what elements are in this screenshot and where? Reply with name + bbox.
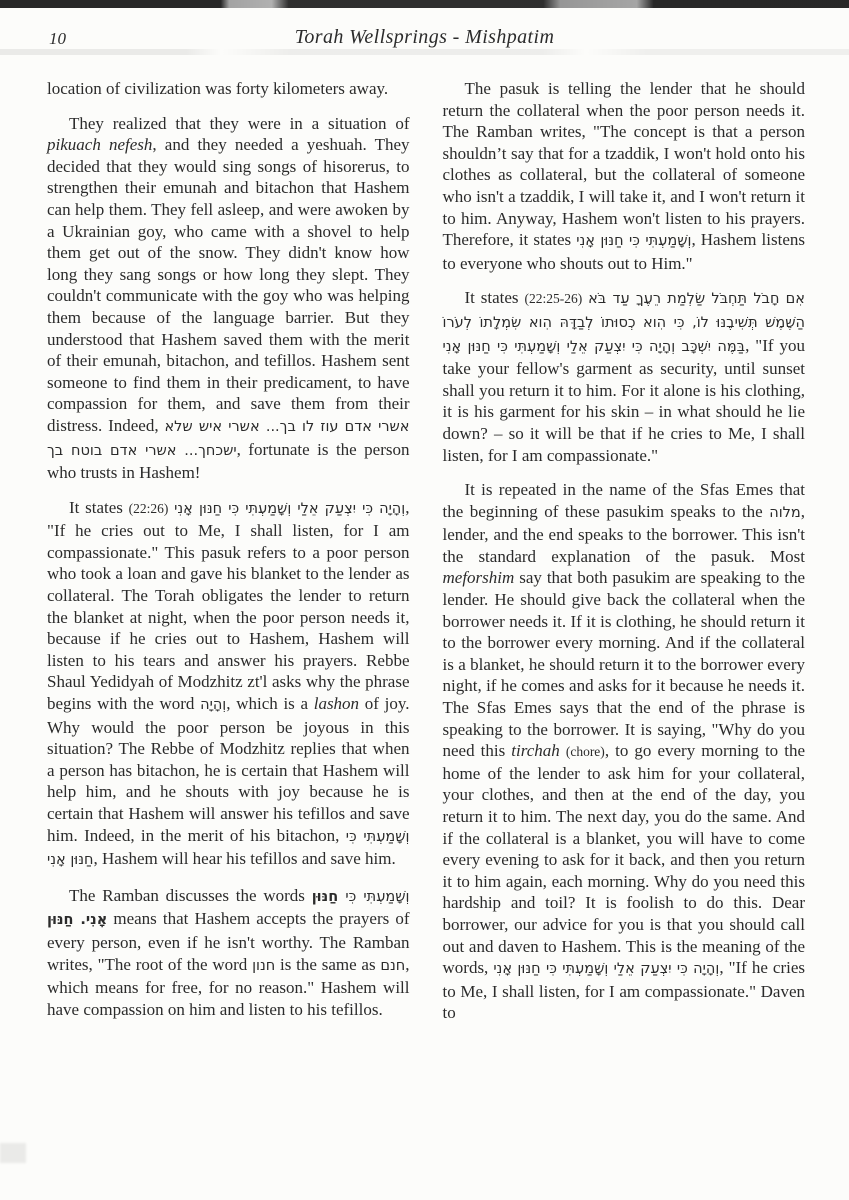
text-run-hebrew: וְהָיָה כִּי יִצְעַק אֵלַי וְשָׁמַעְתִּי כִּי חַנּוּן אָנִי bbox=[493, 961, 720, 978]
text-run: location of civilization was forty kilometers away. bbox=[47, 79, 389, 98]
text-run-hebrew: וְהָיָה bbox=[200, 697, 227, 714]
text-run: is the same as bbox=[275, 954, 381, 974]
document-title: Torah Wellsprings - Mishpatim bbox=[294, 26, 555, 48]
text-run-hebrew: וְשָׁמַעְתִּי כִּי bbox=[338, 888, 410, 905]
two-column-text-body bbox=[0, 70, 849, 1037]
text-run-hebrew-bold: חַנּוּן אָנִי. חַנּוּן bbox=[47, 888, 339, 929]
text-run: , to go every morning to the home of the lender to ask him for your collateral, your clothes, and then at the end of the day, you return it to him. The next day, you do the same. And if the collateral is a blanket, you will have to come every evening to ask for it back, and then you return it to him again, each morning. Why do you need this hardship and toil? It is foolish to do this. Dear borrower, our advice for you is that you should call out and daven to Hashem. This is the meaning of the words, bbox=[442, 741, 806, 978]
text-run: , fortunate is the person who trusts in Hashem! bbox=[47, 439, 410, 483]
paragraph bbox=[47, 78, 410, 100]
left-column bbox=[47, 78, 410, 1037]
text-run: say that both pasukim are speaking to the lender. He should give back the collateral when the borrower needs it. If it is clothing, he should return it to the borrower every morning. And if the collateral is a blanket, he should return it to the borrower every night, if he comes and asks for it because he needs it. The Sfas Emes says that the end of the phrase is speaking to the borrower. It is saying, "Why do you need this bbox=[442, 568, 805, 761]
paragraph bbox=[47, 113, 410, 484]
text-run: It is repeated in the name of the Sfas Emes that the beginning of these pasukim speaks to the bbox=[442, 480, 805, 521]
right-column bbox=[443, 78, 806, 1037]
text-run: of joy. Why would the poor person be joyous in this situation? The Rebbe of Modzhitz replies that when a person has bitachon, he is certain that Hashem will help him, and he shouts with joy because he is certain that Hashem will answer his tefillos and save him. Indeed, in the merit of his bitachon, bbox=[47, 694, 410, 845]
text-run-italic: lashon bbox=[313, 694, 360, 714]
text-run: means that Hashem accepts the prayers of every person, even if he isn't worthy. The Ramban writes, "The root of the word bbox=[47, 909, 410, 974]
text-run: It states bbox=[464, 288, 525, 308]
page-number: 10 bbox=[49, 29, 66, 48]
page-header bbox=[0, 0, 849, 70]
text-run: , and they needed a yeshuah. They decided that they would sing songs of hisorerus, to strengthen their emunah and bitachon that Hashem can help them. They fell asleep, and were awoken by a Ukrainian goy, who came with a shovel to help them get out of the snow. They didn't know how long they sang songs or how long they slept. They couldn't communicate with the goy who was helping them because of the language barrier. But they understood that Hashem saved them with the merit of their emunah, bitachon, and tefillos. Hashem sent someone to find them in their predicament, to have compassion for them, and save them from their distress. Indeed, bbox=[47, 135, 410, 435]
text-run: , "If he cries out to Me, I shall listen, for I am compassionate." This pasuk refers to a poor person who took a loan and gave his blanket to the lender as collateral. The Torah obligates the lender to return the blanket at night, when the poor person needs it, because if he cries out to Hashem, Hashem will listen to his tears and answer his prayers. Rebbe Shaul Yedidyah of Modzhitz zt'l asks why the phrase begins with the word bbox=[47, 497, 410, 714]
text-run: It states bbox=[69, 497, 129, 517]
text-run: , "If you take your fellow's garment as security, until sunset shall you return it to him. For it alone is his clothing, it is his garment for his skin – in what should he lie down? – so it will be that if he cries to Me, I shall listen, for I am compassionate." bbox=[442, 335, 805, 465]
text-run-hebrew: חנון bbox=[252, 957, 276, 974]
text-run-italic: tirchah bbox=[511, 741, 560, 761]
text-run: , which is a bbox=[226, 694, 314, 714]
text-run-hebrew: וְשָׁמַעְתִּי כִּי חַנּוּן אָנִי bbox=[47, 828, 410, 869]
text-run-hebrew: וְהָיָה כִּי יִצְעַק אֵלַי וְשָׁמַעְתִּי כִּי חַנּוּן אָנִי bbox=[174, 500, 406, 517]
text-run: , "If he cries to Me, I shall listen, for I am compassionate." Daven to bbox=[442, 958, 805, 1023]
text-run: They realized that they were in a situation of bbox=[69, 113, 410, 133]
text-run-hebrew: וְשָׁמַעְתִּי כִּי חַנּוּן אָנִי bbox=[576, 233, 692, 250]
text-run-hebrew: מלוה bbox=[769, 504, 801, 521]
text-run-hebrew: אִם חָבֹל תַּחְבֹּל שַׂלְמַת רֵעֶךָ עַד בֹּא הַשֶּׁמֶשׁ תְּשִׁיבֶנּוּ לוֹ, כִּי הִוא כְסוּתוֹ לְבַדָּהּ הִוא שִׂמְלָתוֹ לְעֹרוֹ בַּמֶּה יִשְׁכָּב וְהָיָה כִּי יִצְעַק אֵלַי וְשָׁמַעְתִּי כִּי חַנּוּן אָנִי bbox=[442, 291, 805, 355]
text-run-small: (chore) bbox=[565, 744, 605, 760]
text-run: , which means for free, for no reason." Hashem will have compassion on him and listen to his tefillos. bbox=[47, 954, 410, 1019]
text-run: The Ramban discusses the words bbox=[69, 885, 312, 905]
text-run: , lender, and the end speaks to the borrower. This isn't the standard explanation of the pasuk. Most bbox=[442, 501, 805, 566]
text-run: , Hashem listens to everyone who shouts out to Him." bbox=[442, 230, 806, 273]
scan-artifact-smudge bbox=[0, 1143, 26, 1163]
text-run-italic: pikuach nefesh bbox=[47, 135, 153, 155]
text-run: , Hashem will hear his tefillos and save him. bbox=[93, 849, 396, 869]
text-run: The pasuk is telling the lender that he should return the collateral when the poor person needs it. The Ramban writes, "The concept is that a person shouldn’t say that for a tzaddik, I won't hold onto his clothes as collateral, but the collateral of someone who isn't a tzaddik, I will take it, and I won't return it to him. Anyway, Hashem won't listen to his prayers. Therefore, it states bbox=[442, 79, 805, 250]
paragraph bbox=[443, 78, 806, 274]
paragraph bbox=[47, 885, 410, 1021]
text-run-ref: (22:26) bbox=[128, 500, 169, 516]
text-run-ref: (22:25-26) bbox=[524, 291, 583, 307]
text-run-hebrew: חנם bbox=[380, 957, 406, 974]
paragraph bbox=[443, 287, 806, 466]
paragraph bbox=[47, 497, 410, 872]
paragraph bbox=[443, 479, 806, 1024]
text-run-italic: meforshim bbox=[442, 568, 515, 588]
text-run-hebrew: אשרי אדם עוז לו בך... אשרי איש שלא ישכחך... אשרי אדם בוטח בך bbox=[47, 418, 410, 459]
